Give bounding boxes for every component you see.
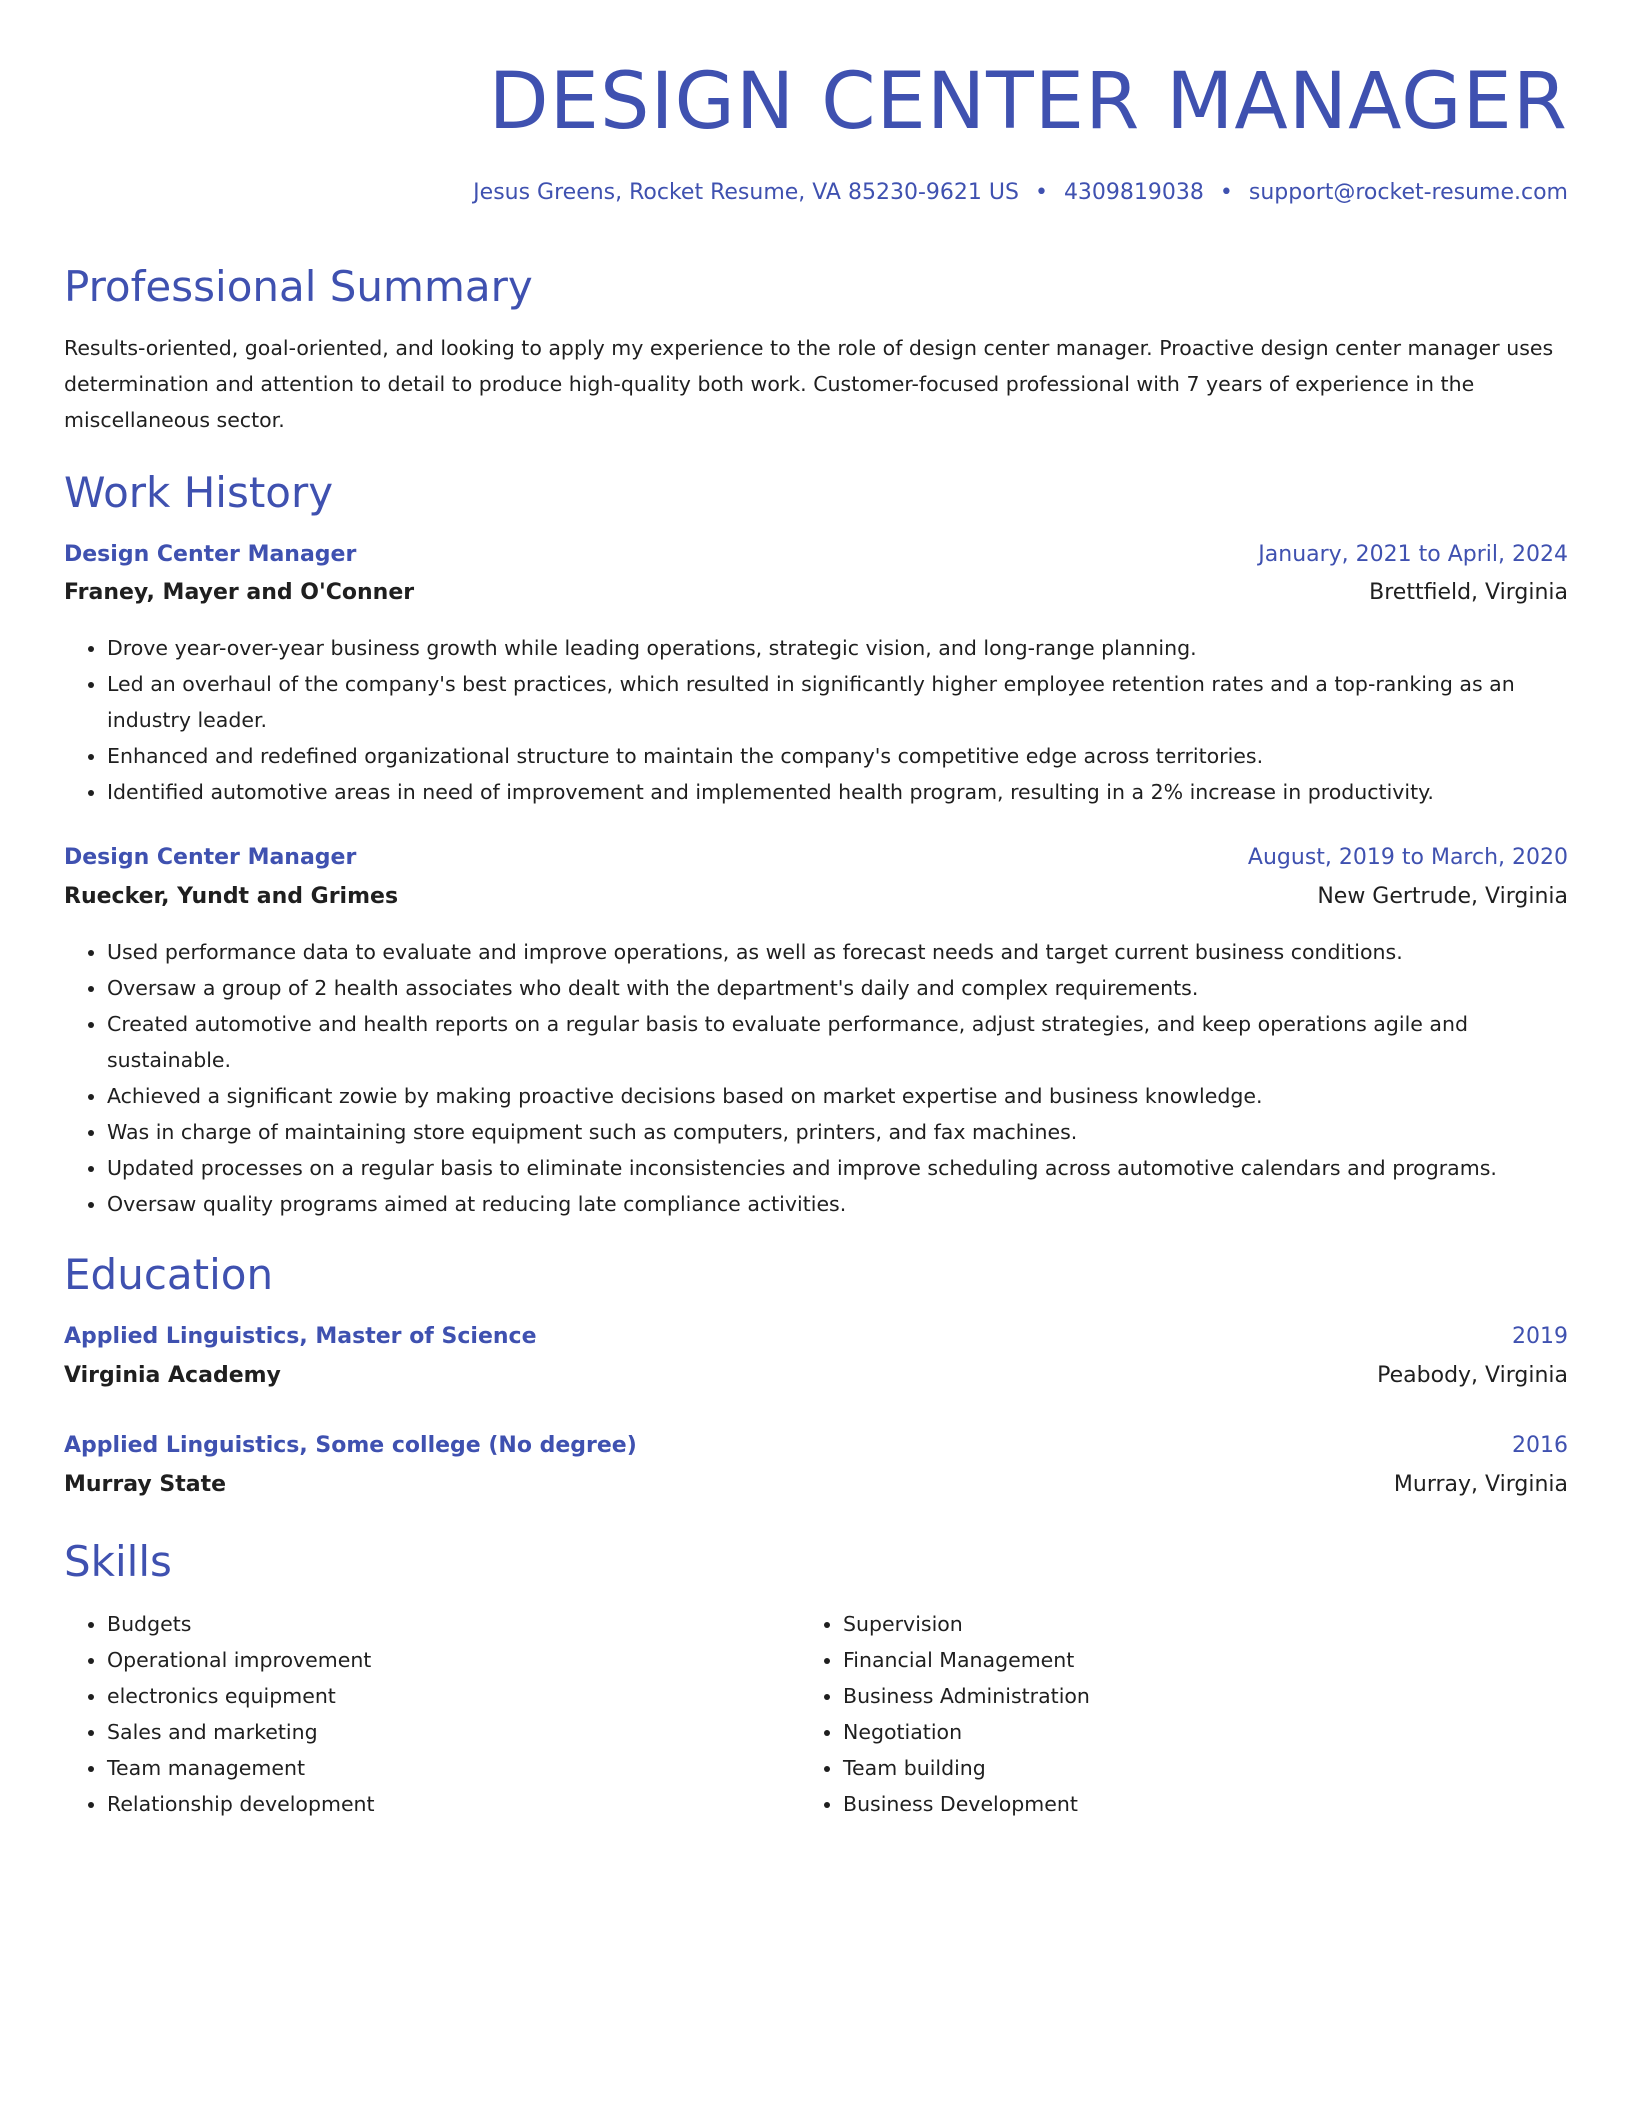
list-item: • Enhanced and redefined organizational structure to maintain the company's competitive edge across territories. (107, 738, 1568, 774)
list-item: • Oversaw a group of 2 health associates who dealt with the department's daily and complex requirements. (107, 970, 1568, 1006)
job-dates: August, 2019 to March, 2020 (1247, 845, 1568, 870)
skills-list-left (64, 1606, 764, 1822)
job-company-row (64, 882, 1568, 912)
skills-list-right (800, 1606, 1500, 1822)
skill-item: • Budgets (107, 1606, 764, 1642)
education-school: Murray State (64, 1472, 227, 1497)
contact-separator: • (1219, 180, 1233, 205)
education-year: 2019 (1512, 1324, 1568, 1349)
job-location: New Gertrude, Virginia (1317, 884, 1568, 909)
contact-line (473, 178, 1568, 208)
contact-email: support@rocket-resume.com (1248, 180, 1568, 205)
skills-heading: Skills (64, 1537, 172, 1586)
list-item: • Created automotive and health reports on a regular basis to evaluate performance, adjust strategies, and keep operations agile and sustainable. (107, 1006, 1568, 1078)
list-item: • Used performance data to evaluate and improve operations, as well as forecast needs and target current business conditions. (107, 934, 1568, 970)
skill-item: • Supervision (843, 1606, 1500, 1642)
work-history-heading: Work History (64, 468, 334, 517)
job-company: Ruecker, Yundt and Grimes (64, 884, 399, 909)
skill-item: • Operational improvement (107, 1642, 764, 1678)
list-item: • Identified automotive areas in need of improvement and implemented health program, resulting in a 2% increase in productivity. (107, 774, 1568, 810)
summary-text: Results-oriented, goal-oriented, and looking to apply my experience to the role of design center manager. Proactive design center manager uses determination and attention to detail to produce high-quality both work. Customer-focused professional with 7 years of experience in the miscellaneous sector. (64, 336, 1554, 432)
list-item: • Led an overhaul of the company's best practices, which resulted in significantly higher employee retention rates and a top-ranking as an industry leader. (107, 666, 1568, 738)
education-header (64, 1322, 1568, 1352)
education-year: 2016 (1512, 1433, 1568, 1458)
list-item: • Was in charge of maintaining store equipment such as computers, printers, and fax machines. (107, 1114, 1568, 1150)
education-location: Peabody, Virginia (1377, 1363, 1568, 1388)
job-location: Brettfield, Virginia (1369, 580, 1568, 605)
education-location: Murray, Virginia (1393, 1472, 1568, 1497)
job-header (64, 540, 1568, 570)
education-degree: Applied Linguistics, Master of Science (64, 1324, 537, 1349)
education-degree: Applied Linguistics, Some college (No degree) (64, 1433, 637, 1458)
skill-item: • Negotiation (843, 1714, 1500, 1750)
list-item: • Achieved a significant zowie by making proactive decisions based on market expertise and business knowledge. (107, 1078, 1568, 1114)
job-bullets (64, 630, 1568, 810)
job-company: Franey, Mayer and O'Conner (64, 580, 415, 605)
job-dates: January, 2021 to April, 2024 (1258, 542, 1568, 567)
skill-item: • Business Development (843, 1786, 1500, 1822)
skill-item: • electronics equipment (107, 1678, 764, 1714)
skill-item: • Relationship development (107, 1786, 764, 1822)
job-company-row (64, 578, 1568, 608)
contact-address: Jesus Greens, Rocket Resume, VA 85230-9621 US (473, 180, 1019, 205)
page-title: DESIGN CENTER MANAGER (488, 57, 1568, 147)
job-title: Design Center Manager (64, 542, 357, 567)
education-school-row (64, 1470, 1568, 1500)
education-school-row (64, 1361, 1568, 1391)
skill-item: • Financial Management (843, 1642, 1500, 1678)
job-header (64, 843, 1568, 873)
summary-heading: Professional Summary (64, 262, 533, 311)
contact-separator: • (1034, 180, 1048, 205)
skill-item: • Business Administration (843, 1678, 1500, 1714)
list-item: • Oversaw quality programs aimed at reducing late compliance activities. (107, 1186, 1568, 1222)
skill-item: • Team building (843, 1750, 1500, 1786)
contact-phone: 4309819038 (1063, 180, 1204, 205)
skill-item: • Sales and marketing (107, 1714, 764, 1750)
list-item: • Updated processes on a regular basis to eliminate inconsistencies and improve scheduling across automotive calendars and programs. (107, 1150, 1568, 1186)
skill-item: • Team management (107, 1750, 764, 1786)
list-item: • Drove year-over-year business growth while leading operations, strategic vision, and long-range planning. (107, 630, 1568, 666)
education-school: Virginia Academy (64, 1363, 281, 1388)
job-bullets (64, 934, 1568, 1222)
job-title: Design Center Manager (64, 845, 357, 870)
education-header (64, 1431, 1568, 1461)
education-heading: Education (64, 1250, 274, 1299)
